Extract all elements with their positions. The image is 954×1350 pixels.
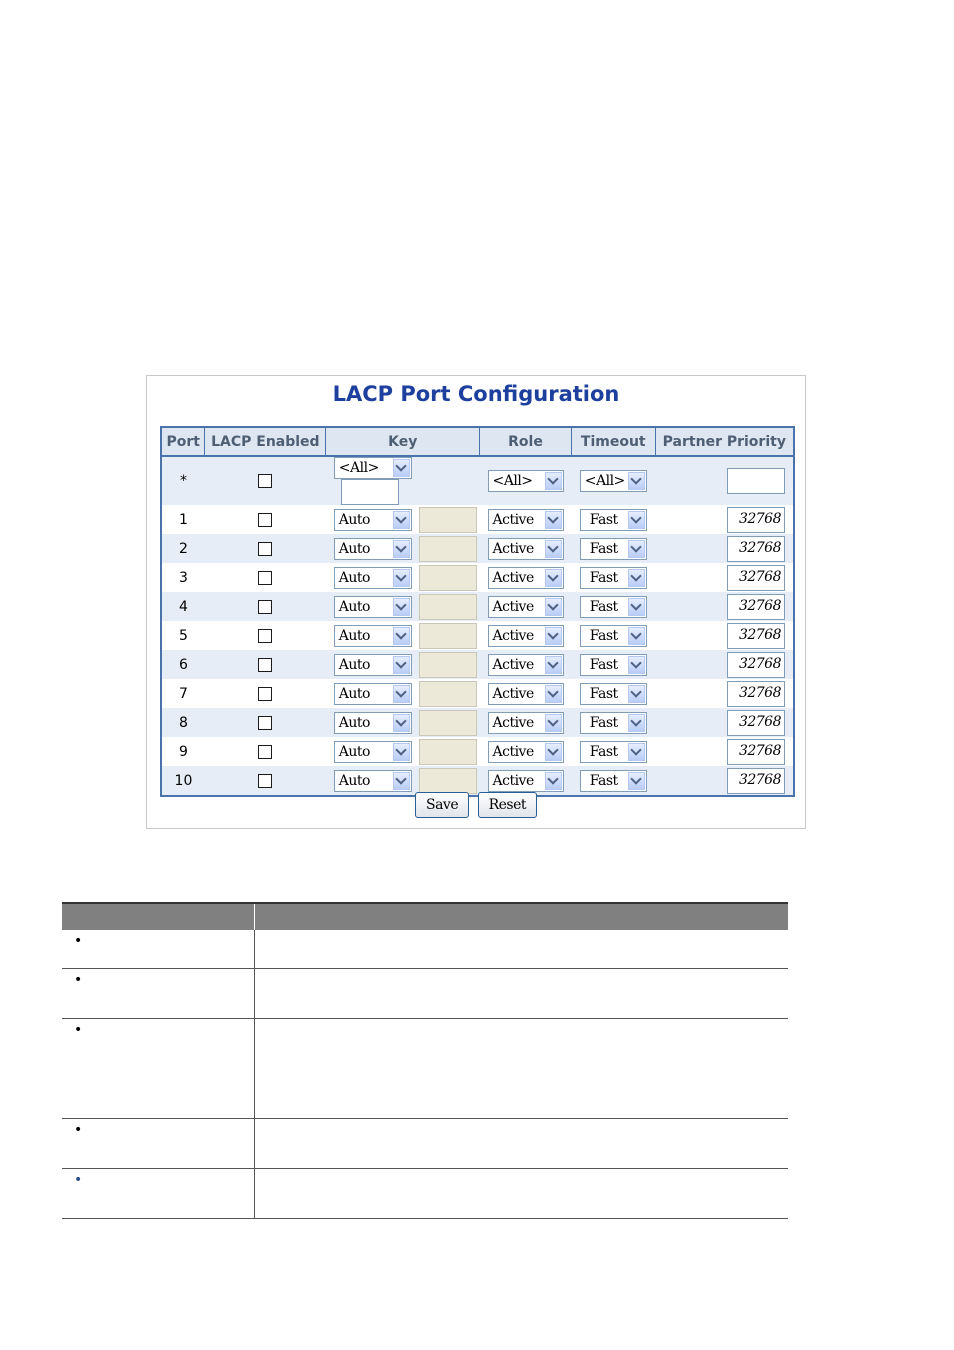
role-select-value: Active [492,598,534,615]
role-select[interactable] [488,538,564,560]
partner-priority-input[interactable]: 32768 [727,536,785,562]
timeout-select[interactable] [580,712,647,734]
key-select-value: Auto [338,685,370,702]
partner-priority-input-all[interactable] [727,468,785,494]
reset-button[interactable]: Reset [478,792,537,818]
partner-priority-input[interactable]: 32768 [727,623,785,649]
key-input-disabled [419,623,477,649]
timeout-select-value: Fast [589,569,618,586]
col-header-port: Port [161,427,205,456]
bullet-icon: • [74,971,83,988]
lacp-enabled-checkbox[interactable] [258,687,272,701]
lacp-enabled-checkbox[interactable] [258,571,272,585]
chevron-down-icon[interactable] [393,569,410,587]
role-select-value: Active [492,540,534,557]
timeout-select-value: <All> [584,473,625,489]
timeout-select[interactable] [580,654,647,676]
key-input-all[interactable] [341,479,399,505]
role-select-value: Active [492,743,534,760]
key-select-value: Auto [338,743,370,760]
partner-priority-input[interactable]: 32768 [727,507,785,533]
timeout-select-value: Fast [589,714,618,731]
port-number: 2 [178,540,188,557]
partner-priority-input[interactable]: 32768 [727,652,785,678]
chevron-down-icon[interactable] [393,714,410,732]
key-select[interactable] [334,538,412,560]
role-select[interactable] [488,770,564,792]
description-object-cell [62,968,255,1018]
partner-priority-input[interactable]: 32768 [727,565,785,591]
timeout-select-value: Fast [589,743,618,760]
chevron-down-icon[interactable] [628,714,645,732]
table-row-all [161,456,794,505]
chevron-down-icon[interactable] [545,569,562,587]
chevron-down-icon[interactable] [545,714,562,732]
chevron-down-icon[interactable] [545,685,562,703]
chevron-down-icon[interactable] [393,598,410,616]
timeout-select-value: Fast [589,685,618,702]
key-input-disabled [419,594,477,620]
key-select[interactable] [334,741,412,763]
key-select[interactable] [334,683,412,705]
description-header-description [255,903,789,930]
port-number: 7 [178,685,188,702]
port-number: 10 [174,772,193,789]
key-select[interactable] [334,509,412,531]
description-row [62,1018,788,1118]
key-select[interactable] [334,567,412,589]
bullet-icon: • [74,1021,83,1038]
key-select-value: Auto [338,511,370,528]
key-select-value: <All> [338,460,379,476]
table-header-row [161,427,794,456]
role-select[interactable] [488,741,564,763]
chevron-down-icon[interactable] [393,511,410,529]
role-select-all[interactable] [488,470,564,492]
timeout-select[interactable] [580,538,647,560]
description-text-cell [255,1018,789,1118]
lacp-enabled-checkbox[interactable] [258,513,272,527]
lacp-enabled-checkbox[interactable] [258,716,272,730]
key-select[interactable] [334,596,412,618]
key-input-disabled [419,565,477,591]
description-row [62,930,788,968]
chevron-down-icon[interactable] [628,598,645,616]
description-text-cell [255,1118,789,1168]
timeout-select-value: Fast [589,540,618,557]
description-row [62,968,788,1018]
timeout-select-value: Fast [589,511,618,528]
table-row [161,650,794,679]
bullet-icon: • [74,933,83,949]
key-input-disabled [419,681,477,707]
port-number: 6 [178,656,188,673]
lacp-enabled-checkbox[interactable] [258,774,272,788]
col-header-timeout: Timeout [571,427,655,456]
role-select-value: <All> [492,473,533,489]
chevron-down-icon[interactable] [628,627,645,645]
timeout-select[interactable] [580,625,647,647]
chevron-down-icon[interactable] [393,656,410,674]
role-select-value: Active [492,772,534,789]
chevron-down-icon[interactable] [628,656,645,674]
description-header-object [62,903,255,930]
description-row [62,1118,788,1168]
role-select-value: Active [492,569,534,586]
chevron-down-icon[interactable] [393,685,410,703]
page-title: LACP Port Configuration [332,382,620,406]
partner-priority-input[interactable]: 32768 [727,681,785,707]
table-row [161,592,794,621]
port-number: 5 [178,627,188,644]
partner-priority-input[interactable]: 32768 [727,768,785,794]
timeout-select-value: Fast [589,598,618,615]
timeout-select[interactable] [580,567,647,589]
lacp-enabled-checkbox[interactable] [258,542,272,556]
chevron-down-icon[interactable] [628,472,645,490]
table-row [161,563,794,592]
role-select-value: Active [492,511,534,528]
partner-priority-input[interactable]: 32768 [727,594,785,620]
col-header-lacp-enabled: LACP Enabled [205,427,326,456]
timeout-select[interactable] [580,683,647,705]
chevron-down-icon[interactable] [393,459,410,477]
description-text-cell [255,968,789,1018]
key-input-disabled [419,652,477,678]
description-text-cell [255,930,789,968]
chevron-down-icon[interactable] [545,772,562,790]
table-row [161,621,794,650]
key-select-all[interactable] [334,457,412,479]
table-row [161,679,794,708]
role-select-value: Active [492,685,534,702]
chevron-down-icon[interactable] [393,743,410,761]
port-number: 3 [178,569,188,586]
action-buttons [147,792,805,818]
description-object-cell [62,1168,255,1218]
lacp-enabled-checkbox[interactable] [258,600,272,614]
timeout-select[interactable] [580,741,647,763]
key-select-value: Auto [338,569,370,586]
role-select[interactable] [488,625,564,647]
role-select[interactable] [488,683,564,705]
chevron-down-icon[interactable] [545,511,562,529]
key-select-value: Auto [338,598,370,615]
chevron-down-icon[interactable] [628,540,645,558]
chevron-down-icon[interactable] [545,743,562,761]
chevron-down-icon[interactable] [545,627,562,645]
description-table [62,902,788,1219]
chevron-down-icon[interactable] [393,540,410,558]
lacp-enabled-checkbox[interactable] [258,658,272,672]
save-button[interactable]: Save [415,792,469,818]
bullet-icon: • [74,1171,83,1188]
chevron-down-icon[interactable] [545,472,562,490]
key-select-value: Auto [338,772,370,789]
chevron-down-icon[interactable] [628,511,645,529]
role-select[interactable] [488,654,564,676]
timeout-select[interactable] [580,770,647,792]
description-header-row [62,903,788,930]
lacp-port-table [160,426,795,797]
port-number: 1 [178,511,188,528]
timeout-select[interactable] [580,596,647,618]
timeout-select[interactable] [580,509,647,531]
timeout-select-value: Fast [589,627,618,644]
description-object-cell [62,930,255,968]
chevron-down-icon[interactable] [545,598,562,616]
partner-priority-input[interactable]: 32768 [727,710,785,736]
lacp-enabled-checkbox[interactable] [258,745,272,759]
key-select[interactable] [334,712,412,734]
description-row [62,1168,788,1218]
col-header-key: Key [326,427,480,456]
chevron-down-icon[interactable] [393,772,410,790]
key-select-value: Auto [338,627,370,644]
description-object-cell [62,1018,255,1118]
lacp-enabled-checkbox-all[interactable] [258,474,272,488]
description-text-cell [255,1168,789,1218]
table-row [161,534,794,563]
chevron-down-icon[interactable] [628,743,645,761]
role-select[interactable] [488,509,564,531]
key-input-disabled [419,507,477,533]
chevron-down-icon[interactable] [628,772,645,790]
key-select-value: Auto [338,656,370,673]
key-input-disabled [419,768,477,794]
timeout-select-all[interactable] [580,470,647,492]
lacp-enabled-checkbox[interactable] [258,629,272,643]
port-number: 4 [178,598,188,615]
lacp-config-panel [146,375,806,829]
chevron-down-icon[interactable] [545,540,562,558]
port-number: 8 [178,714,188,731]
key-input-disabled [419,739,477,765]
table-row [161,505,794,534]
port-number: 9 [178,743,188,760]
description-object-cell [62,1118,255,1168]
chevron-down-icon[interactable] [628,685,645,703]
role-select[interactable] [488,567,564,589]
role-select-value: Active [492,656,534,673]
role-select[interactable] [488,596,564,618]
bullet-icon: • [74,1121,83,1138]
partner-priority-input[interactable]: 32768 [727,739,785,765]
key-select[interactable] [334,625,412,647]
key-select[interactable] [334,770,412,792]
key-select[interactable] [334,654,412,676]
chevron-down-icon[interactable] [628,569,645,587]
key-select-value: Auto [338,540,370,557]
table-row [161,708,794,737]
chevron-down-icon[interactable] [545,656,562,674]
table-row [161,737,794,766]
port-label-all: * [179,473,187,489]
timeout-select-value: Fast [589,772,618,789]
col-header-partner-priority: Partner Priority [655,427,794,456]
key-input-disabled [419,536,477,562]
col-header-role: Role [480,427,572,456]
timeout-select-value: Fast [589,656,618,673]
role-select-value: Active [492,627,534,644]
key-input-disabled [419,710,477,736]
key-select-value: Auto [338,714,370,731]
role-select[interactable] [488,712,564,734]
chevron-down-icon[interactable] [393,627,410,645]
role-select-value: Active [492,714,534,731]
